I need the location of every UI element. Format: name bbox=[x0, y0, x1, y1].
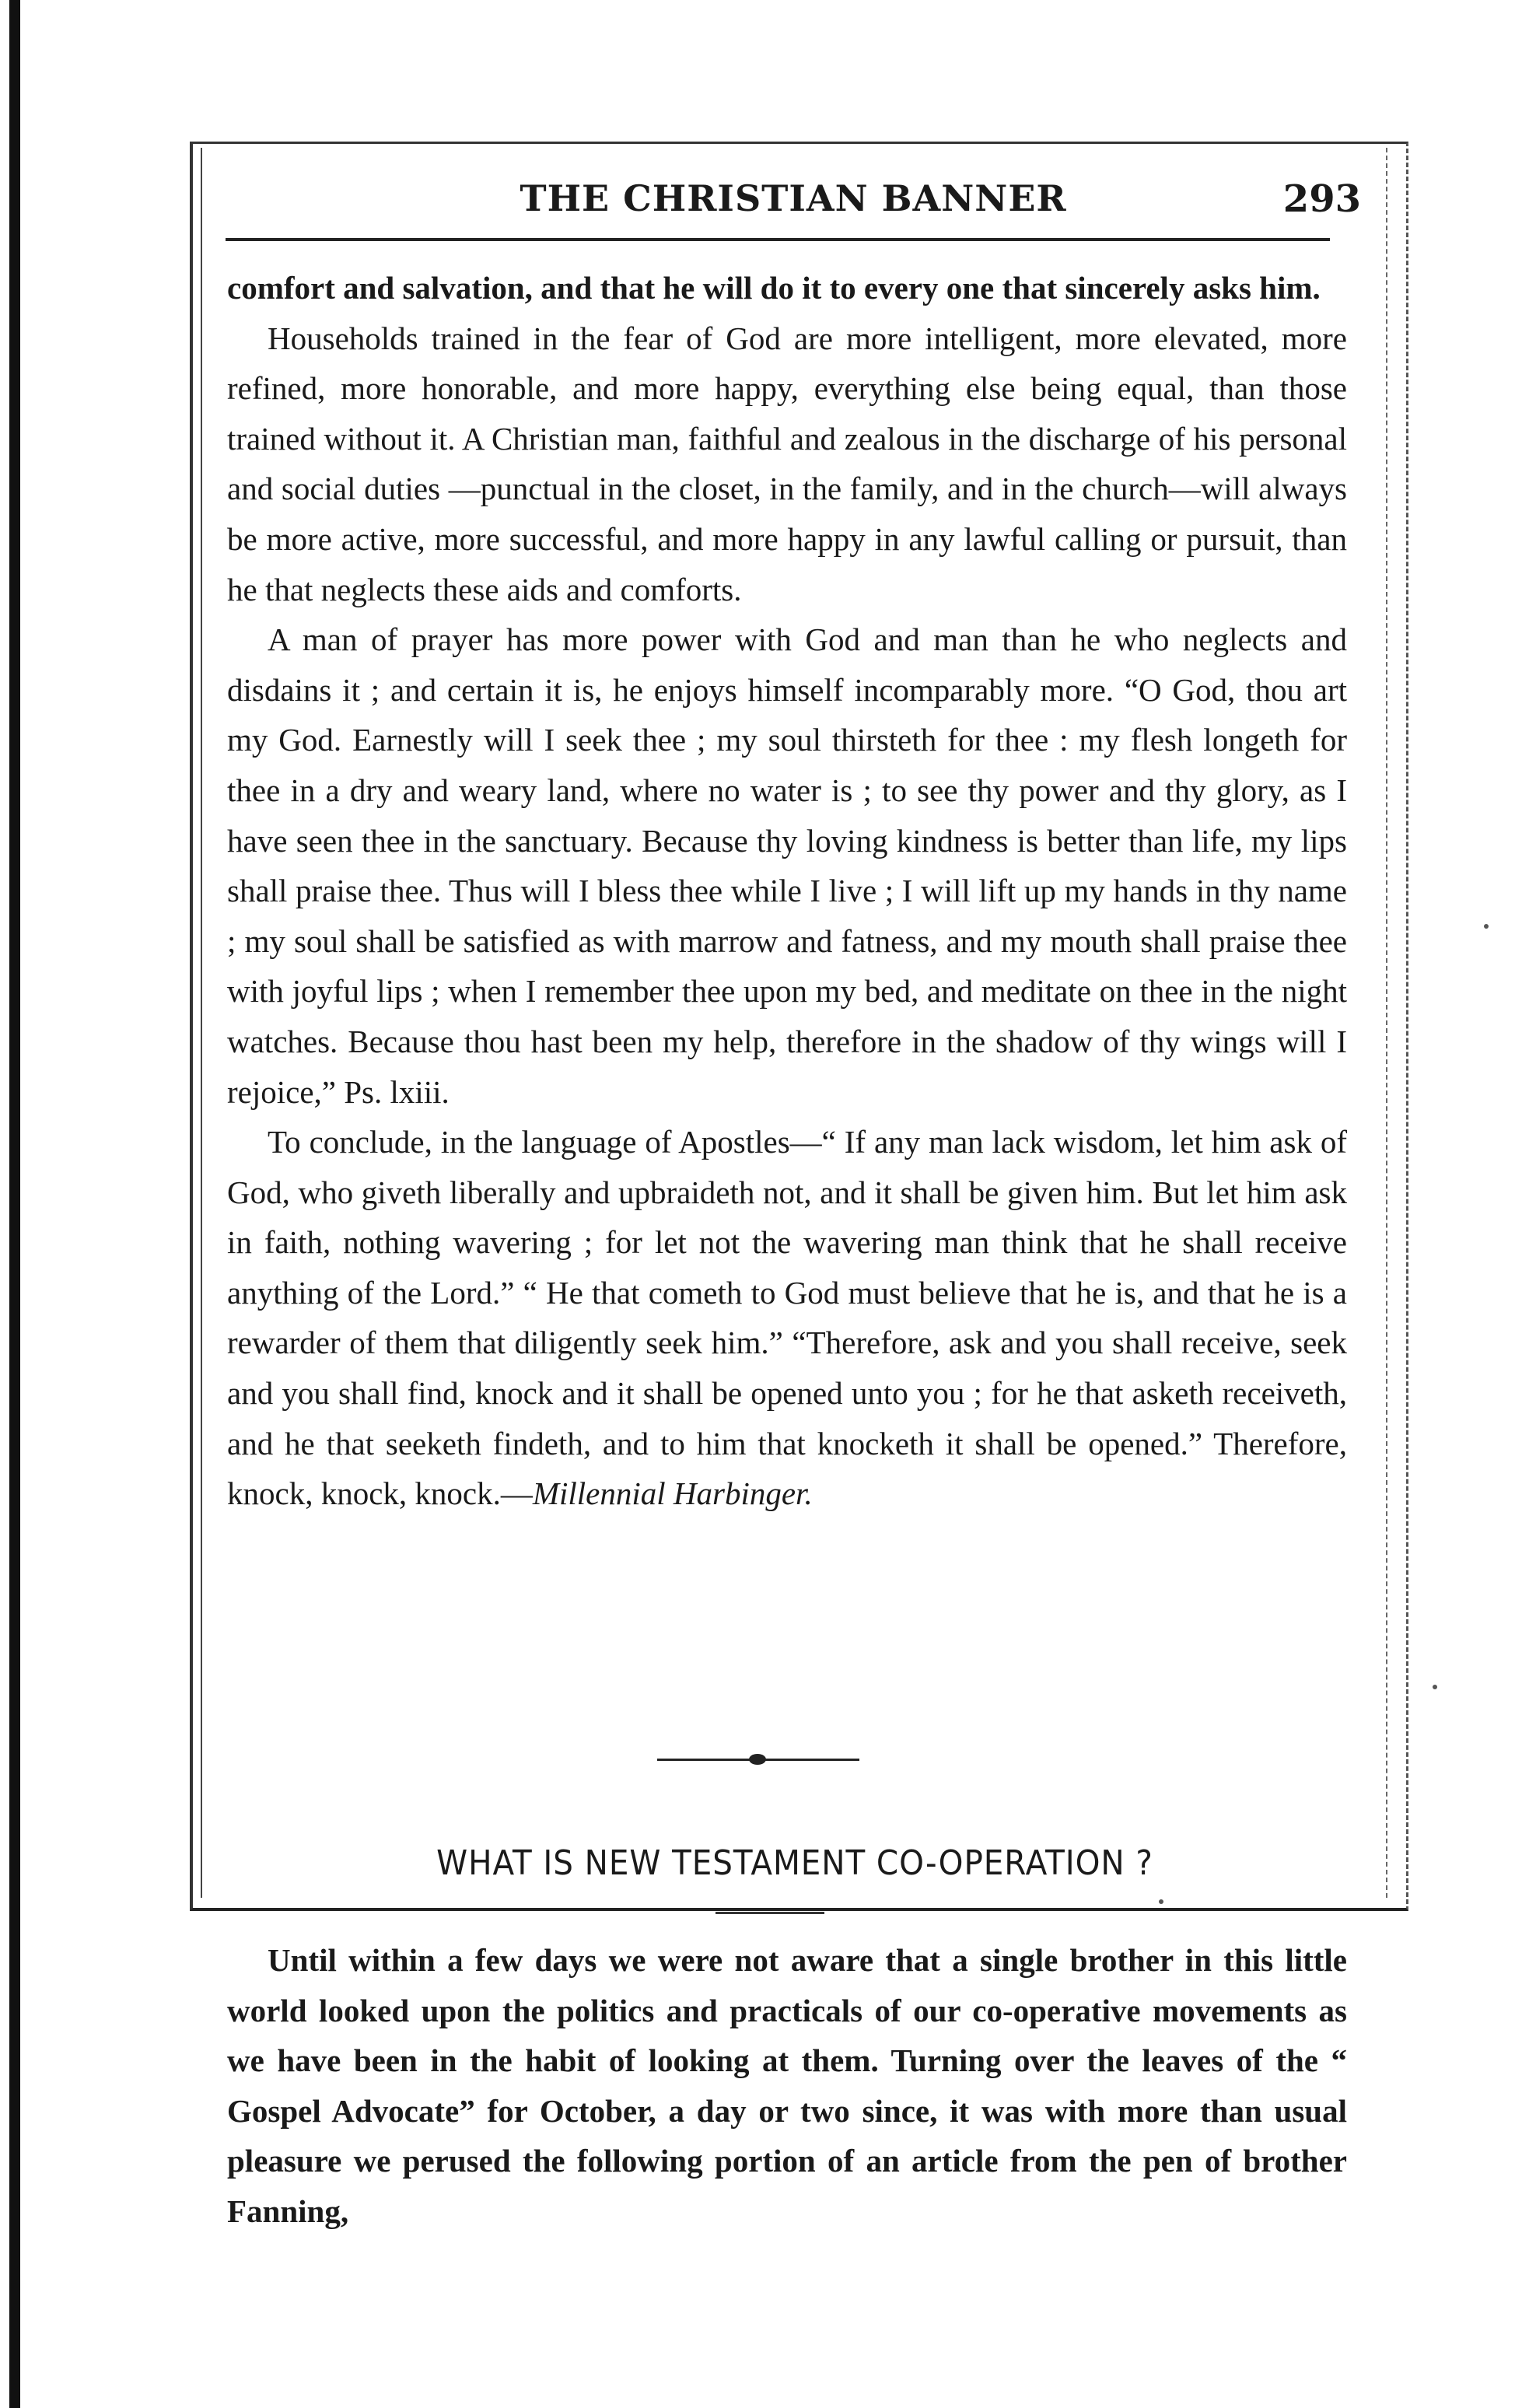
conclusion-text: To conclude, in the language of Apostles—“ If any man lack wisdom, let him ask of God, who giveth liberally and upbraideth not, and it shall be given him. But let him ask in faith, nothing wavering ; for let not the wavering man think that he shall receive anything of the Lord.” “ He that cometh to God must believe that he is, and that he is a rewarder of them that diligently seek him.” “Therefore, ask and you shall receive, seek and you shall find, knock and it shall be opened unto you ; for he that asketh receiveth, and he that seeketh findeth, and to him that knocketh it shall be opened.” Therefore, knock, knock, knock.— bbox=[227, 1124, 1347, 1512]
page-border-inner-left bbox=[201, 148, 202, 1898]
divider-ornament bbox=[749, 1754, 766, 1765]
stray-mark bbox=[1159, 1899, 1163, 1904]
binding-edge bbox=[9, 0, 20, 2408]
paragraph-prayer: A man of prayer has more power with God and man than he who neglects and disdains it ; and certain it is, he enjoys himself incomparably more. “O God, thou art my God. Earnestly will I seek thee ; my soul thirsteth for thee : my flesh longeth for thee in a dry and weary land, where no water is ; to see thy power and thy glory, as I have seen thee in the sanctuary. Because thy loving kindness is better than life, my lips shall praise thee. Thus will I bless thee while I live ; I will lift up my hands in thy name ; my soul shall be satisfied as with marrow and fatness, and my mouth shall praise thee with joyful lips ; when I remember thee upon my bed, and meditate on thee in the night watches. Because thou hast been my help, therefore in the shadow of thy wings will I rejoice,” Ps. lxiii. bbox=[227, 621, 1347, 1110]
stray-mark bbox=[1484, 924, 1489, 929]
paragraph-conclusion bbox=[227, 1117, 1347, 1519]
article-body-2 bbox=[227, 1935, 1347, 2237]
page-header bbox=[226, 173, 1361, 227]
page-border-inner-right bbox=[1386, 148, 1389, 1898]
paragraph-continuation: comfort and salvation, and that he will do it to every one that sincerely asks him. bbox=[227, 270, 1321, 306]
running-title: THE CHRISTIAN BANNER bbox=[520, 177, 1067, 219]
paragraph-cooperation: Until within a few days we were not aware that a single brother in this little world looked upon the politics and practicals of our co-operative movements as we have been in the habit of looking at them. Turning over the leaves of the “ Gospel Advocate” for October, a day or two since, it was with more than usual pleasure we perused the following portion of an article from the pen of brother Fanning, bbox=[227, 1942, 1347, 2229]
page-number: 293 bbox=[1282, 177, 1361, 221]
heading-rule bbox=[716, 1912, 824, 1914]
attribution: Millennial Harbinger. bbox=[532, 1475, 813, 1512]
stray-mark bbox=[1433, 1685, 1437, 1689]
section-divider bbox=[657, 1752, 859, 1767]
article-body bbox=[227, 263, 1347, 1519]
header-rule bbox=[226, 238, 1330, 241]
paragraph-households: Households trained in the fear of God are more intelligent, more elevated, more refined, more honorable, and more happy, everything else being equal, than those trained without it. A Christian man, faithful and zealous in the discharge of his personal and social duties —punctual in the closet, in the family, and in the church—will always be more active, more successful, and more happy in any lawful calling or pursuit, than he that neglects these aids and comforts. bbox=[227, 320, 1347, 607]
section-heading: WHAT IS NEW TESTAMENT CO-OPERATION ? bbox=[436, 1843, 1153, 1883]
